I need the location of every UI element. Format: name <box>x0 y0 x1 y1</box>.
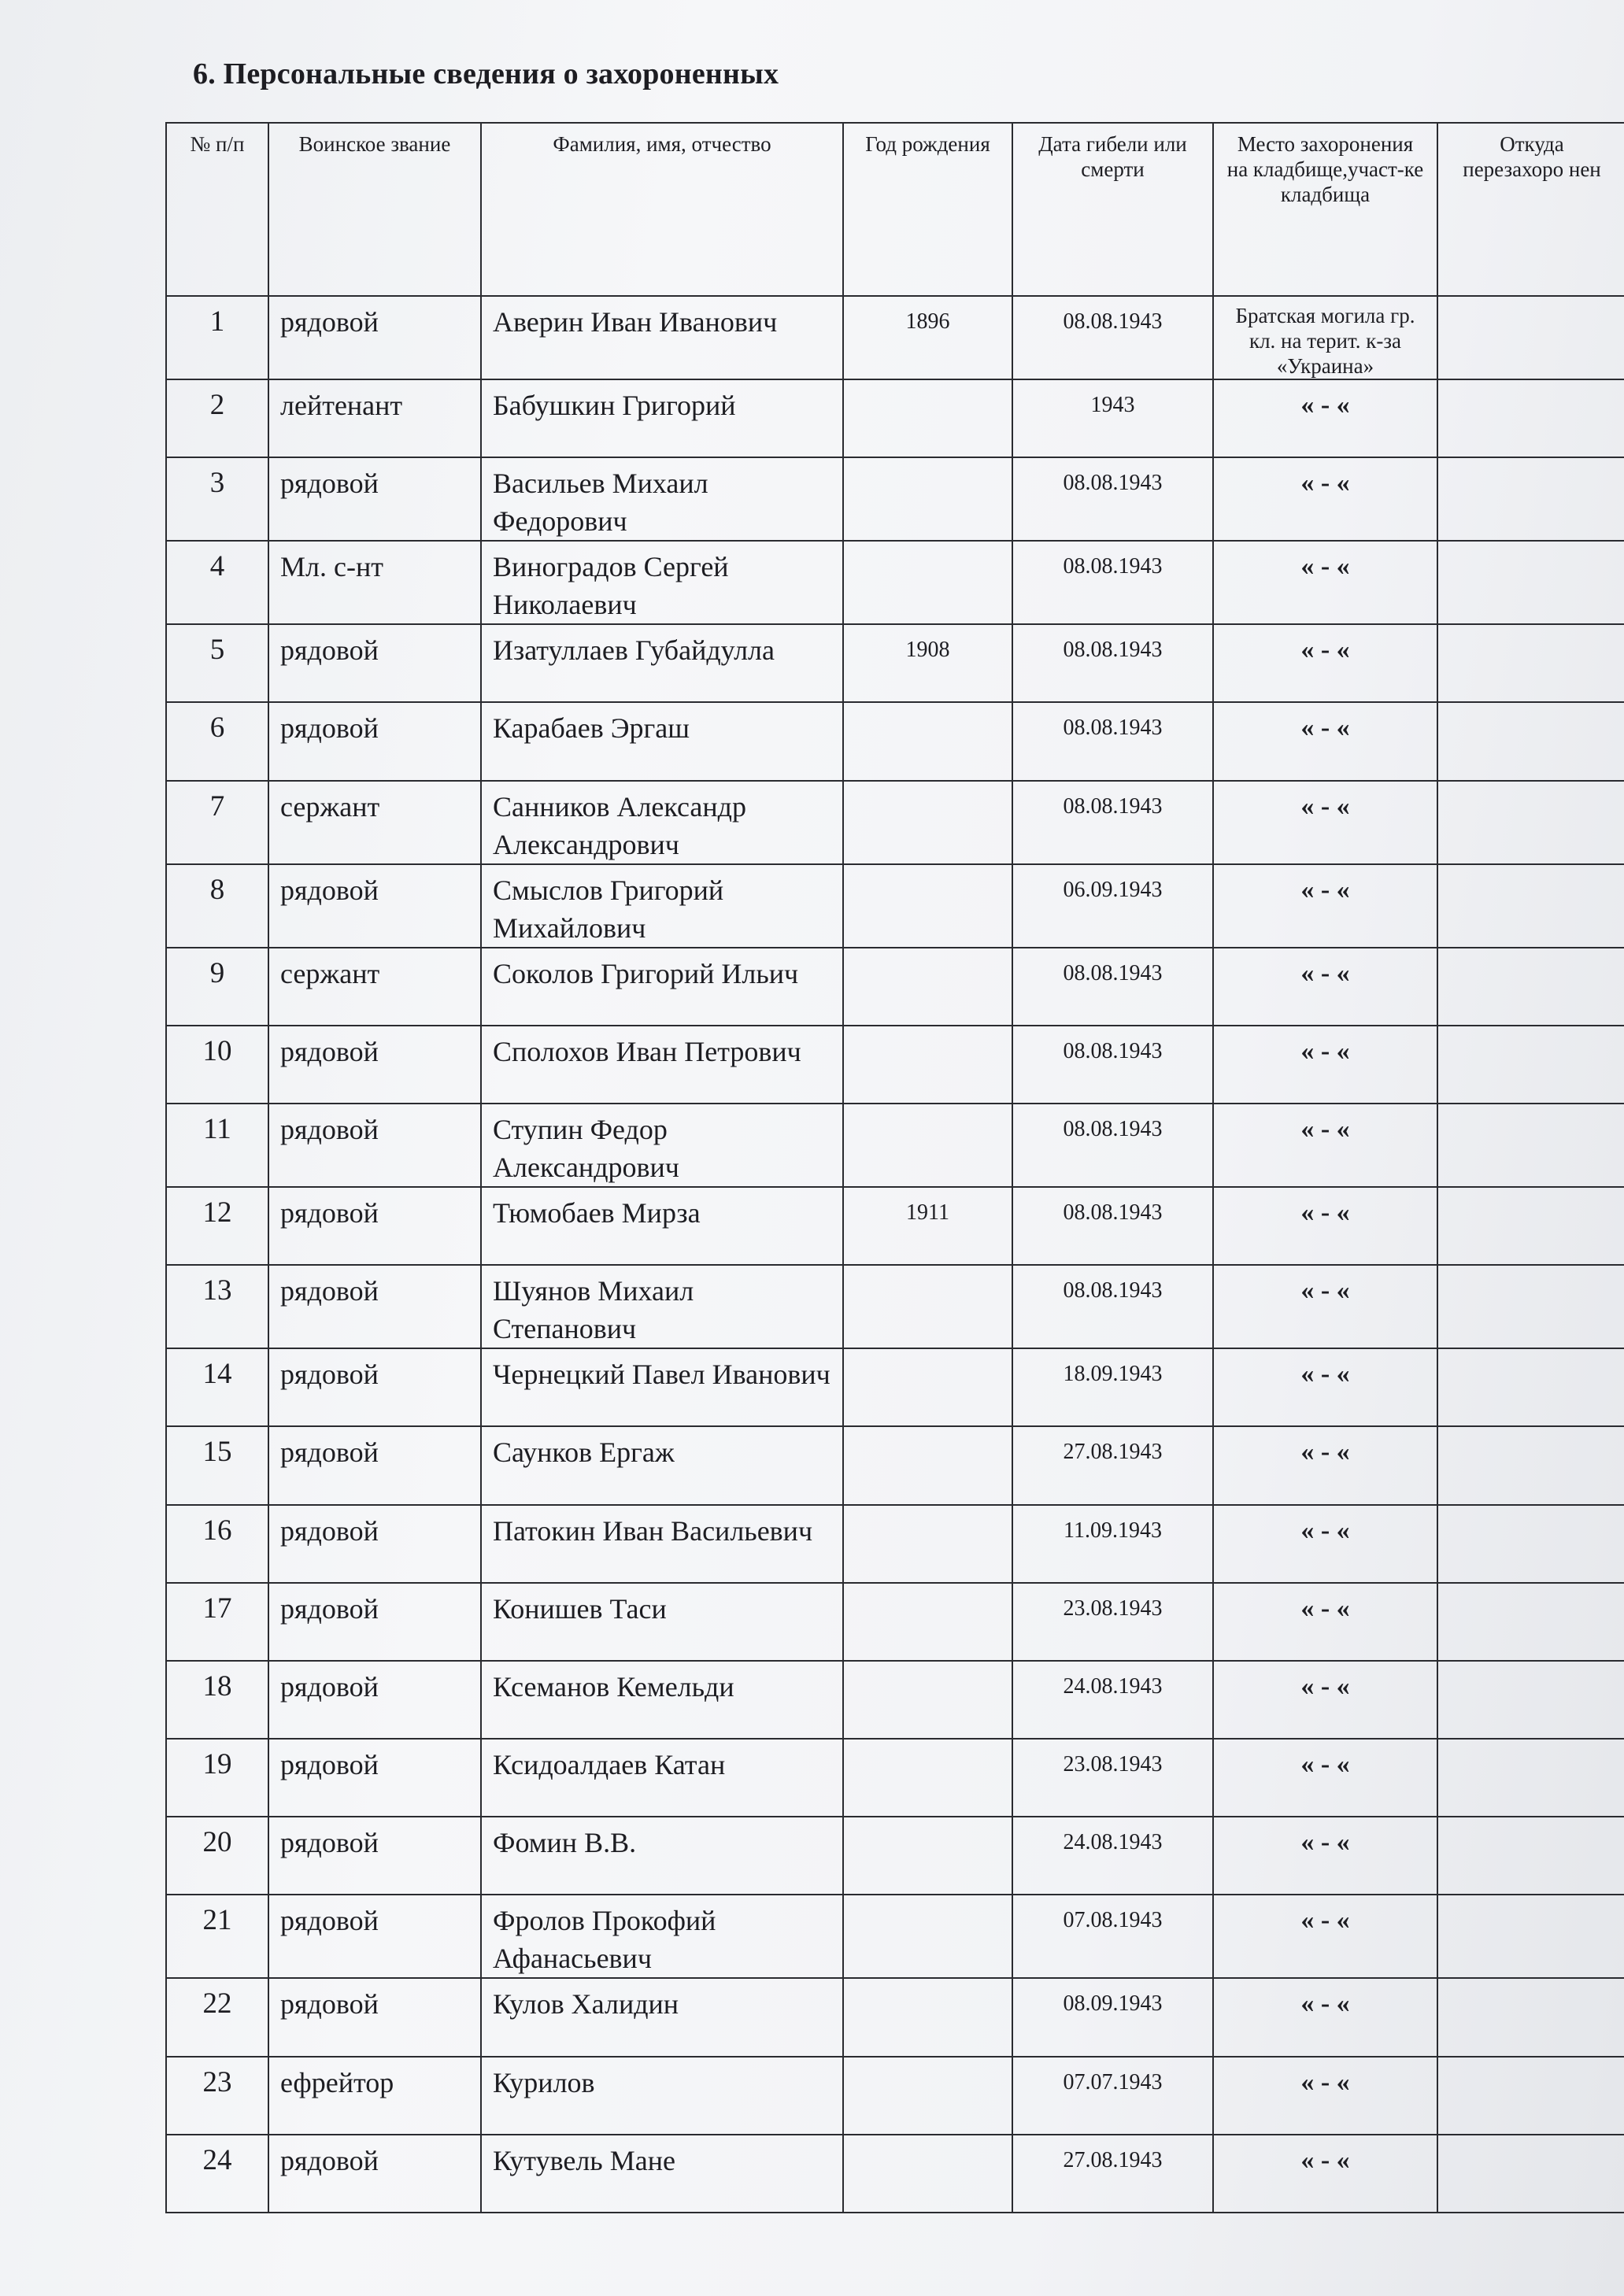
death-date-cell: 1943 <box>1012 379 1213 457</box>
death-date-cell: 24.08.1943 <box>1012 1817 1213 1895</box>
page-title: 6. Персональные сведения о захороненных <box>193 57 779 91</box>
death-date-cell: 08.08.1943 <box>1012 541 1213 624</box>
birth-year-cell <box>843 2057 1012 2135</box>
burial-place-cell: « - « <box>1213 541 1437 624</box>
military-rank-cell: рядовой <box>268 1661 481 1739</box>
header-num: № п/п <box>166 123 268 296</box>
burial-place-cell: « - « <box>1213 624 1437 702</box>
table-row <box>166 1348 1624 1426</box>
burial-place-cell: « - « <box>1213 1978 1437 2056</box>
full-name-cell: Конишев Таси <box>481 1583 843 1661</box>
birth-year-cell <box>843 1104 1012 1187</box>
death-date-cell: 08.08.1943 <box>1012 1187 1213 1265</box>
reburied-from-cell <box>1437 624 1624 702</box>
full-name-cell: Ксеманов Кемельди <box>481 1661 843 1739</box>
full-name-cell: Патокин Иван Васильевич <box>481 1505 843 1583</box>
row-number-cell: 17 <box>166 1583 268 1661</box>
reburied-from-cell <box>1437 457 1624 541</box>
birth-year-cell <box>843 1739 1012 1817</box>
death-date-cell: 08.08.1943 <box>1012 948 1213 1026</box>
military-rank-cell: Мл. с-нт <box>268 541 481 624</box>
birth-year-cell <box>843 1426 1012 1504</box>
reburied-from-cell <box>1437 864 1624 948</box>
burial-place-cell: « - « <box>1213 1426 1437 1504</box>
row-number-cell: 11 <box>166 1104 268 1187</box>
table-row <box>166 1187 1624 1265</box>
table-row <box>166 948 1624 1026</box>
burial-place-cell: « - « <box>1213 1583 1437 1661</box>
table-row <box>166 1026 1624 1104</box>
row-number-cell: 7 <box>166 781 268 864</box>
full-name-cell: Курилов <box>481 2057 843 2135</box>
death-date-cell: 07.08.1943 <box>1012 1895 1213 1978</box>
birth-year-cell <box>843 457 1012 541</box>
row-number-cell: 18 <box>166 1661 268 1739</box>
reburied-from-cell <box>1437 1978 1624 2056</box>
military-rank-cell: рядовой <box>268 1026 481 1104</box>
full-name-cell: Кулов Халидин <box>481 1978 843 2056</box>
reburied-from-cell <box>1437 2135 1624 2213</box>
reburied-from-cell <box>1437 948 1624 1026</box>
row-number-cell: 23 <box>166 2057 268 2135</box>
military-rank-cell: рядовой <box>268 296 481 379</box>
table-row <box>166 1104 1624 1187</box>
table-row <box>166 702 1624 780</box>
reburied-from-cell <box>1437 1895 1624 1978</box>
birth-year-cell <box>843 948 1012 1026</box>
burial-place-cell: « - « <box>1213 781 1437 864</box>
row-number-cell: 24 <box>166 2135 268 2213</box>
death-date-cell: 24.08.1943 <box>1012 1661 1213 1739</box>
full-name-cell: Фомин В.В. <box>481 1817 843 1895</box>
birth-year-cell <box>843 1026 1012 1104</box>
full-name-cell: Сполохов Иван Петрович <box>481 1026 843 1104</box>
burial-place-cell: « - « <box>1213 379 1437 457</box>
burials-table <box>165 122 1624 2213</box>
birth-year-cell <box>843 2135 1012 2213</box>
row-number-cell: 21 <box>166 1895 268 1978</box>
death-date-cell: 11.09.1943 <box>1012 1505 1213 1583</box>
military-rank-cell: рядовой <box>268 457 481 541</box>
full-name-cell: Чернецкий Павел Иванович <box>481 1348 843 1426</box>
death-date-cell: 06.09.1943 <box>1012 864 1213 948</box>
military-rank-cell: рядовой <box>268 1426 481 1504</box>
row-number-cell: 16 <box>166 1505 268 1583</box>
table-row <box>166 541 1624 624</box>
burial-place-cell: « - « <box>1213 1895 1437 1978</box>
death-date-cell: 08.08.1943 <box>1012 781 1213 864</box>
military-rank-cell: рядовой <box>268 1104 481 1187</box>
full-name-cell: Шуянов Михаил Степанович <box>481 1265 843 1348</box>
reburied-from-cell <box>1437 702 1624 780</box>
burial-place-cell: « - « <box>1213 1661 1437 1739</box>
death-date-cell: 08.08.1943 <box>1012 296 1213 379</box>
death-date-cell: 08.08.1943 <box>1012 1265 1213 1348</box>
row-number-cell: 10 <box>166 1026 268 1104</box>
military-rank-cell: рядовой <box>268 702 481 780</box>
row-number-cell: 14 <box>166 1348 268 1426</box>
table-row <box>166 1661 1624 1739</box>
table-row <box>166 1426 1624 1504</box>
full-name-cell: Карабаев Эргаш <box>481 702 843 780</box>
row-number-cell: 8 <box>166 864 268 948</box>
burial-place-cell: « - « <box>1213 1104 1437 1187</box>
reburied-from-cell <box>1437 1026 1624 1104</box>
table-row <box>166 1978 1624 2056</box>
table-row <box>166 864 1624 948</box>
burial-place-cell: « - « <box>1213 1817 1437 1895</box>
full-name-cell: Виноградов Сергей Николаевич <box>481 541 843 624</box>
full-name-cell: Ступин Федор Александрович <box>481 1104 843 1187</box>
row-number-cell: 1 <box>166 296 268 379</box>
birth-year-cell <box>843 541 1012 624</box>
birth-year-cell <box>843 1505 1012 1583</box>
table-header-row <box>166 123 1624 296</box>
row-number-cell: 22 <box>166 1978 268 2056</box>
reburied-from-cell <box>1437 1348 1624 1426</box>
death-date-cell: 08.08.1943 <box>1012 1026 1213 1104</box>
military-rank-cell: рядовой <box>268 1978 481 2056</box>
burial-place-cell: Братская могила гр. кл. на терит. к-за «Украина» <box>1213 296 1437 379</box>
military-rank-cell: сержант <box>268 781 481 864</box>
burial-place-cell: « - « <box>1213 457 1437 541</box>
military-rank-cell: рядовой <box>268 1817 481 1895</box>
header-reburied-from: Откуда перезахоро нен <box>1437 123 1624 296</box>
table-row <box>166 624 1624 702</box>
birth-year-cell <box>843 1978 1012 2056</box>
reburied-from-cell <box>1437 1817 1624 1895</box>
burial-place-cell: « - « <box>1213 948 1437 1026</box>
burial-place-cell: « - « <box>1213 1739 1437 1817</box>
death-date-cell: 08.08.1943 <box>1012 1104 1213 1187</box>
table-row <box>166 1583 1624 1661</box>
table-row <box>166 457 1624 541</box>
full-name-cell: Аверин Иван Иванович <box>481 296 843 379</box>
row-number-cell: 13 <box>166 1265 268 1348</box>
full-name-cell: Бабушкин Григорий <box>481 379 843 457</box>
burial-place-cell: « - « <box>1213 1187 1437 1265</box>
table-row <box>166 1505 1624 1583</box>
reburied-from-cell <box>1437 1426 1624 1504</box>
header-birth-year: Год рождения <box>843 123 1012 296</box>
birth-year-cell <box>843 781 1012 864</box>
table-row <box>166 1817 1624 1895</box>
header-death-date: Дата гибели или смерти <box>1012 123 1213 296</box>
birth-year-cell <box>843 379 1012 457</box>
table-row <box>166 296 1624 379</box>
full-name-cell: Тюмобаев Мирза <box>481 1187 843 1265</box>
full-name-cell: Смыслов Григорий Михайлович <box>481 864 843 948</box>
reburied-from-cell <box>1437 2057 1624 2135</box>
burial-place-cell: « - « <box>1213 2135 1437 2213</box>
header-burial-place: Место захоронения на кладбище,участ-ке кладбища <box>1213 123 1437 296</box>
military-rank-cell: рядовой <box>268 624 481 702</box>
reburied-from-cell <box>1437 1505 1624 1583</box>
military-rank-cell: ефрейтор <box>268 2057 481 2135</box>
military-rank-cell: рядовой <box>268 2135 481 2213</box>
military-rank-cell: рядовой <box>268 864 481 948</box>
full-name-cell: Ксидоалдаев Катан <box>481 1739 843 1817</box>
full-name-cell: Санников Александр Александрович <box>481 781 843 864</box>
death-date-cell: 23.08.1943 <box>1012 1583 1213 1661</box>
death-date-cell: 08.08.1943 <box>1012 624 1213 702</box>
header-rank: Воинское звание <box>268 123 481 296</box>
birth-year-cell <box>843 1265 1012 1348</box>
death-date-cell: 08.08.1943 <box>1012 457 1213 541</box>
birth-year-cell <box>843 1661 1012 1739</box>
full-name-cell: Изатуллаев Губайдулла <box>481 624 843 702</box>
table-row <box>166 2057 1624 2135</box>
reburied-from-cell <box>1437 1661 1624 1739</box>
military-rank-cell: сержант <box>268 948 481 1026</box>
military-rank-cell: рядовой <box>268 1348 481 1426</box>
military-rank-cell: рядовой <box>268 1583 481 1661</box>
table-row <box>166 1739 1624 1817</box>
full-name-cell: Фролов Прокофий Афанасьевич <box>481 1895 843 1978</box>
burial-place-cell: « - « <box>1213 1505 1437 1583</box>
military-rank-cell: лейтенант <box>268 379 481 457</box>
row-number-cell: 19 <box>166 1739 268 1817</box>
reburied-from-cell <box>1437 781 1624 864</box>
reburied-from-cell <box>1437 541 1624 624</box>
burial-place-cell: « - « <box>1213 1348 1437 1426</box>
row-number-cell: 15 <box>166 1426 268 1504</box>
birth-year-cell <box>843 702 1012 780</box>
death-date-cell: 27.08.1943 <box>1012 2135 1213 2213</box>
reburied-from-cell <box>1437 1739 1624 1817</box>
reburied-from-cell <box>1437 1265 1624 1348</box>
death-date-cell: 07.07.1943 <box>1012 2057 1213 2135</box>
military-rank-cell: рядовой <box>268 1739 481 1817</box>
birth-year-cell <box>843 1817 1012 1895</box>
death-date-cell: 23.08.1943 <box>1012 1739 1213 1817</box>
death-date-cell: 18.09.1943 <box>1012 1348 1213 1426</box>
death-date-cell: 08.08.1943 <box>1012 702 1213 780</box>
table-row <box>166 2135 1624 2213</box>
military-rank-cell: рядовой <box>268 1187 481 1265</box>
table-row <box>166 379 1624 457</box>
birth-year-cell: 1908 <box>843 624 1012 702</box>
full-name-cell: Кутувель Мане <box>481 2135 843 2213</box>
row-number-cell: 3 <box>166 457 268 541</box>
row-number-cell: 20 <box>166 1817 268 1895</box>
table-row <box>166 1265 1624 1348</box>
burial-place-cell: « - « <box>1213 702 1437 780</box>
reburied-from-cell <box>1437 379 1624 457</box>
table-row <box>166 1895 1624 1978</box>
reburied-from-cell <box>1437 1187 1624 1265</box>
burial-place-cell: « - « <box>1213 2057 1437 2135</box>
birth-year-cell <box>843 1895 1012 1978</box>
row-number-cell: 4 <box>166 541 268 624</box>
burial-place-cell: « - « <box>1213 1026 1437 1104</box>
military-rank-cell: рядовой <box>268 1505 481 1583</box>
row-number-cell: 2 <box>166 379 268 457</box>
table-row <box>166 781 1624 864</box>
row-number-cell: 12 <box>166 1187 268 1265</box>
full-name-cell: Саунков Ергаж <box>481 1426 843 1504</box>
full-name-cell: Соколов Григорий Ильич <box>481 948 843 1026</box>
full-name-cell: Васильев Михаил Федорович <box>481 457 843 541</box>
death-date-cell: 27.08.1943 <box>1012 1426 1213 1504</box>
military-rank-cell: рядовой <box>268 1265 481 1348</box>
death-date-cell: 08.09.1943 <box>1012 1978 1213 2056</box>
birth-year-cell: 1896 <box>843 296 1012 379</box>
row-number-cell: 6 <box>166 702 268 780</box>
header-name: Фамилия, имя, отчество <box>481 123 843 296</box>
row-number-cell: 5 <box>166 624 268 702</box>
reburied-from-cell <box>1437 1583 1624 1661</box>
burial-place-cell: « - « <box>1213 864 1437 948</box>
row-number-cell: 9 <box>166 948 268 1026</box>
reburied-from-cell <box>1437 296 1624 379</box>
birth-year-cell <box>843 864 1012 948</box>
birth-year-cell: 1911 <box>843 1187 1012 1265</box>
reburied-from-cell <box>1437 1104 1624 1187</box>
birth-year-cell <box>843 1348 1012 1426</box>
birth-year-cell <box>843 1583 1012 1661</box>
military-rank-cell: рядовой <box>268 1895 481 1978</box>
burial-place-cell: « - « <box>1213 1265 1437 1348</box>
